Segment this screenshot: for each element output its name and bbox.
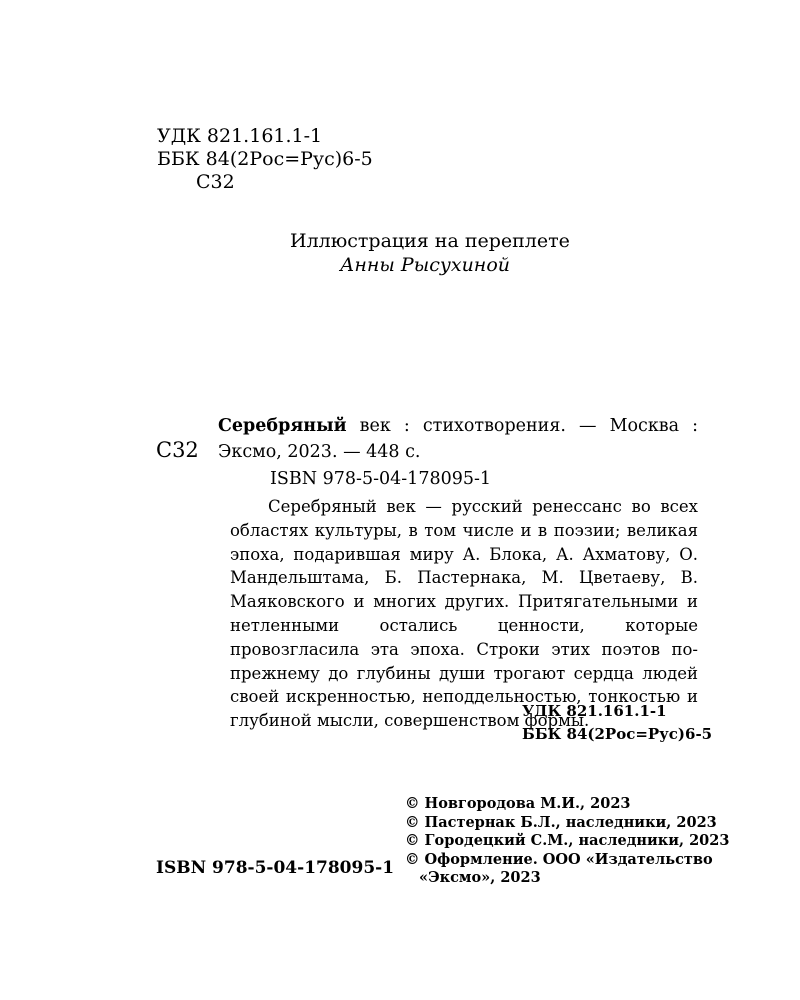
- illustration-credit: Иллюстрация на переплете: [290, 230, 570, 252]
- copyright-line: © Городецкий С.М., наследники, 2023: [405, 832, 730, 849]
- udk-code-right: УДК 821.161.1-1: [522, 702, 667, 720]
- illustrator-name: Анны Рысухиной: [340, 254, 510, 276]
- bbk-code: ББК 84(2Рос=Рус)6-5: [157, 148, 373, 170]
- isbn-bottom: ISBN 978-5-04-178095-1: [156, 858, 395, 878]
- bibliographic-record: [218, 413, 698, 465]
- copyright-line: © Оформление. ООО «Издательство: [405, 850, 713, 868]
- annotation: Серебряный век — русский ренессанс во всех областях культуры, в том числе и в поэзии; великая эпоха, подарившая миру А. Блока, А. Ахматову, О. Мандельштама, Б. Пастернака, М. Цветаеву, В. Маяковского и многих других. Притягательными и нетленными остались ценности, которые провозгласила эта эпоха. Строки этих поэтов по-прежнему до глубины души трогают сердца людей своей искренностью, неподдельностью, тонкостью и глубиной мысли, совершенством формы.: [230, 497, 698, 731]
- bibliographic-author-mark: С32: [156, 438, 199, 462]
- bibliographic-details: век : стихотворения. — Москва : Эксмо, 2023. — 448 с.: [218, 416, 698, 462]
- copyright-block: [405, 795, 729, 888]
- author-mark: С32: [196, 171, 235, 193]
- book-title: Серебряный: [218, 416, 347, 436]
- copyright-line: «Эксмо», 2023: [419, 869, 541, 886]
- bbk-code-right: ББК 84(2Рос=Рус)6-5: [522, 725, 713, 743]
- copyright-line: © Новгородова М.И., 2023: [405, 795, 631, 812]
- classification-codes: [522, 700, 712, 746]
- copyright-line: © Пастернак Б.Л., наследники, 2023: [405, 813, 717, 831]
- isbn: ISBN 978-5-04-178095-1: [270, 469, 492, 489]
- udk-code: УДК 821.161.1-1: [157, 125, 323, 147]
